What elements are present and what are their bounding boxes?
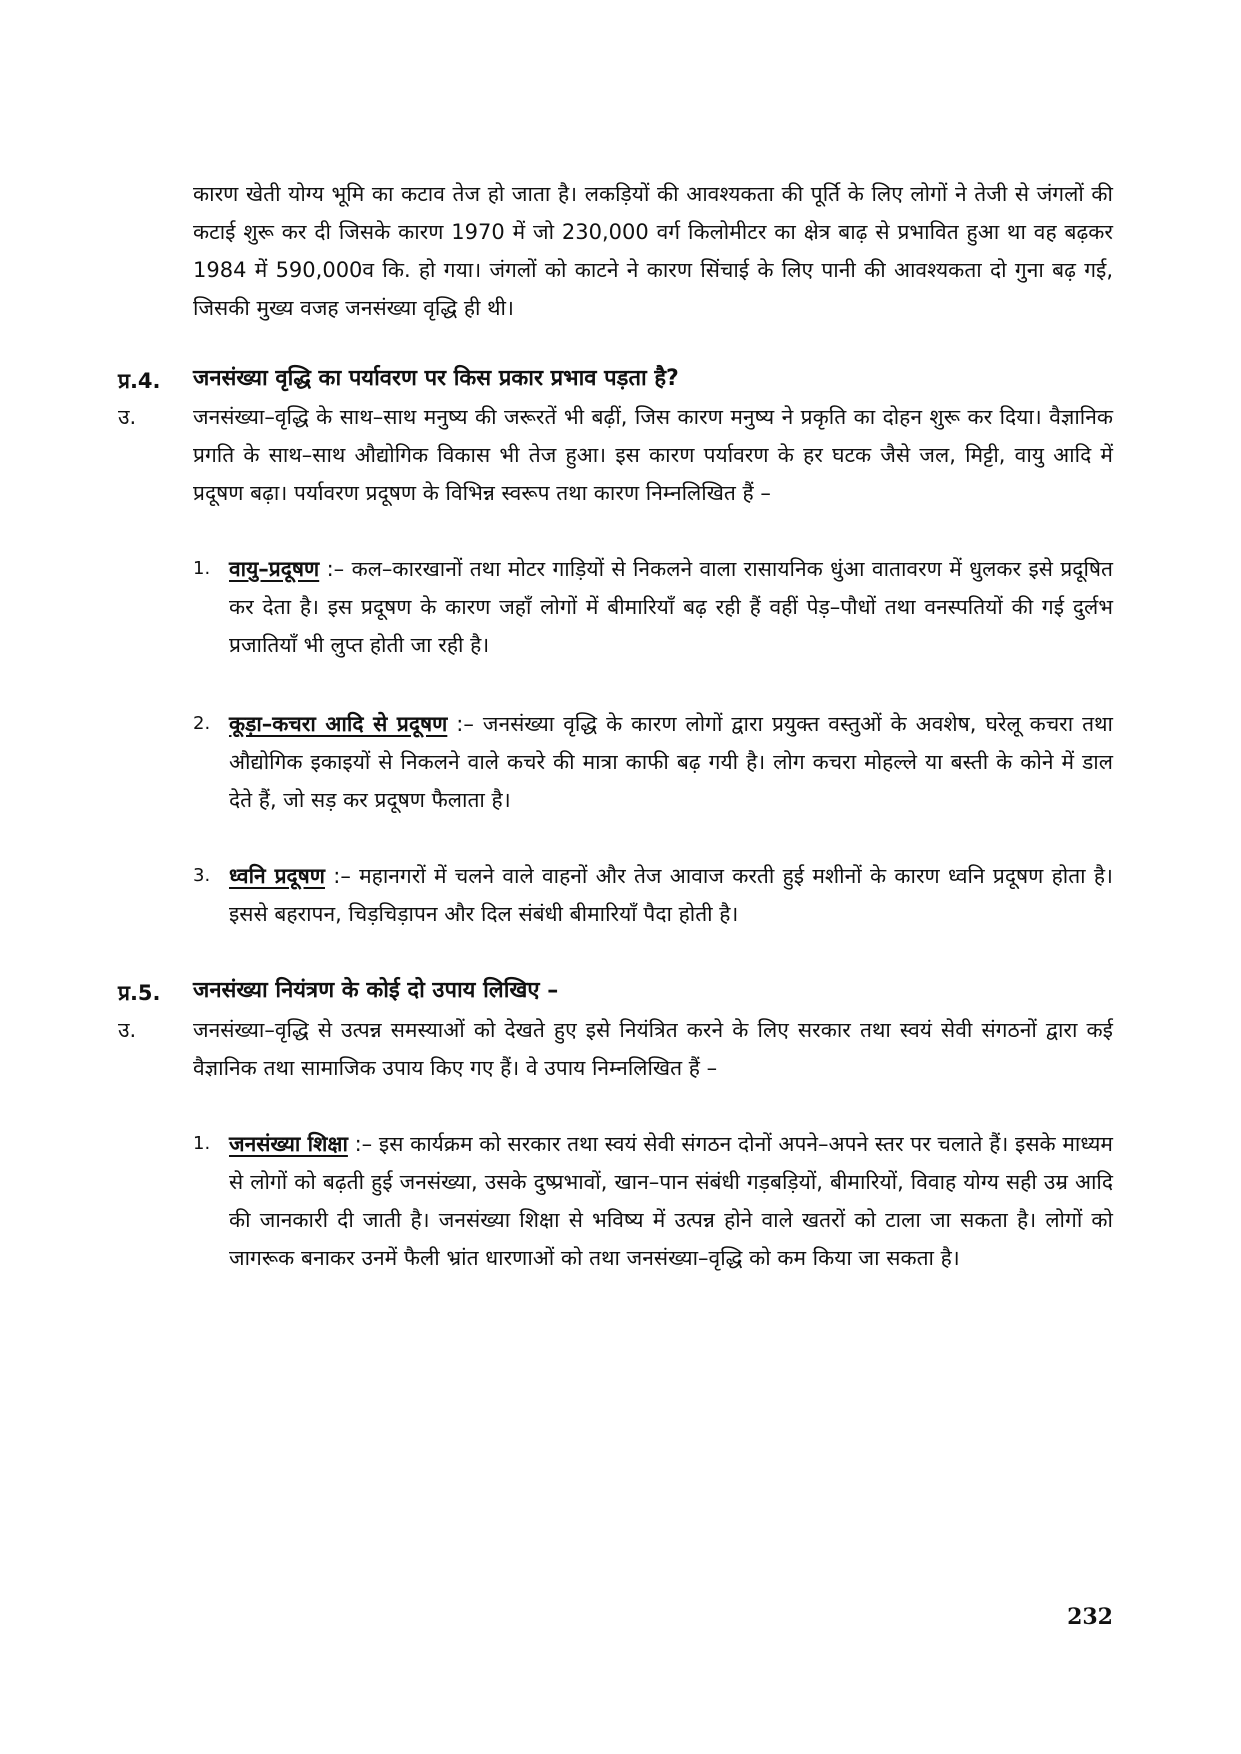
list-body [229,550,1113,664]
answer-5-label: उ. [118,1018,137,1042]
question-4-label: प्र.4. [118,369,161,393]
list-item-noise-pollution [193,857,1113,933]
term-description: :– इस कार्यक्रम को सरकार तथा स्वयं सेवी संगठन दोनों अपने–अपने स्तर पर चलाते हैं। इसके माध्यम से लोगों को बढ़ती हुई जनसंख्या, उसके दुष्प्रभावों, खान–पान संबंधी गड़बड़ियों, बीमारियों, विवाह योग्य सही उम्र आदि की जानकारी दी जाती है। जनसंख्या शिक्षा से भविष्य में उत्पन्न होने वाले खतरों को टाला जा सकता है। लोगों को जागरूक बनाकर उनमें फैली भ्रांत धारणाओं को तथा जनसंख्या–वृद्धि को कम किया जा सकता है। [229,1132,1113,1270]
list-body [229,857,1113,933]
term-noise-pollution: ध्वनि प्रदूषण [229,864,325,888]
list-item-waste-pollution [193,705,1113,819]
question-4-heading: जनसंख्या वृद्धि का पर्यावरण पर किस प्रकार प्रभाव पड़ता है? [193,366,679,391]
list-body [229,1125,1113,1277]
intro-paragraph: कारण खेती योग्य भूमि का कटाव तेज हो जाता है। लकड़ियों की आवश्यकता की पूर्ति के लिए लोगों ने तेजी से जंगलों की कटाई शुरू कर दी जिसके कारण 1970 में जो 230,000 वर्ग किलोमीटर का क्षेत्र बाढ़ से प्रभावित हुआ था वह बढ़कर 1984 में 590,000व कि. हो गया। जंगलों को काटने ने कारण सिंचाई के लिए पानी की आवश्यकता दो गुना बढ़ गई, जिसकी मुख्य वजह जनसंख्या वृद्धि ही थी। [193,182,1113,320]
question-5-heading: जनसंख्या नियंत्रण के कोई दो उपाय लिखिए – [193,978,559,1003]
list-item-population-education [193,1125,1113,1277]
answer-5-paragraph: जनसंख्या–वृद्धि से उत्पन्न समस्याओं को देखते हुए इसे नियंत्रित करने के लिए सरकार तथा स्वयं सेवी संगठनों द्वारा कई वैज्ञानिक तथा सामाजिक उपाय किए गए हैं। वे उपाय निम्नलिखित हैं – [193,1018,1113,1080]
answer-4-label: उ. [118,405,137,429]
term-air-pollution: वायु–प्रदूषण [229,557,320,581]
list-number: 2. [193,713,211,734]
list-item-air-pollution [193,550,1113,664]
question-5-label: प्र.5. [118,981,161,1005]
list-body [229,705,1113,819]
list-number: 1. [193,558,211,579]
term-description: :– कल–कारखानों तथा मोटर गाड़ियों से निकलने वाला रासायनिक धुंआ वातावरण में धुलकर इसे प्रदूषित कर देता है। इस प्रदूषण के कारण जहाँ लोगों में बीमारियाँ बढ़ रही हैं वहीं पेड़–पौधों तथा वनस्पतियों की गई दुर्लभ प्रजातियाँ भी लुप्त होती जा रही है। [229,557,1113,657]
list-number: 1. [193,1133,211,1154]
list-number: 3. [193,865,211,886]
answer-4-paragraph: जनसंख्या–वृद्धि के साथ–साथ मनुष्य की जरूरतें भी बढ़ीं, जिस कारण मनुष्य ने प्रकृति का दोहन शुरू कर दिया। वैज्ञानिक प्रगति के साथ–साथ औद्योगिक विकास भी तेज हुआ। इस कारण पर्यावरण के हर घटक जैसे जल, मिट्टी, वायु आदि में प्रदूषण बढ़ा। पर्यावरण प्रदूषण के विभिन्न स्वरूप तथा कारण निम्नलिखित हैं – [193,405,1113,505]
term-waste-pollution: कूड़ा–कचरा आदि से प्रदूषण [229,712,448,736]
term-description: :– जनसंख्या वृद्धि के कारण लोगों द्वारा प्रयुक्त वस्तुओं के अवशेष, घरेलू कचरा तथा औद्योगिक इकाइयों से निकलने वाले कचरे की मात्रा काफी बढ़ गयी है। लोग कचरा मोहल्ले या बस्ती के कोने में डाल देते हैं, जो सड़ कर प्रदूषण फैलाता है। [229,712,1113,812]
page-number: 232 [1067,1604,1113,1630]
term-description: :– महानगरों में चलने वाले वाहनों और तेज आवाज करती हुई मशीनों के कारण ध्वनि प्रदूषण होता है। इससे बहरापन, चिड़चिड़ापन और दिल संबंधी बीमारियाँ पैदा होती है। [229,864,1113,926]
term-population-education: जनसंख्या शिक्षा [229,1132,348,1156]
